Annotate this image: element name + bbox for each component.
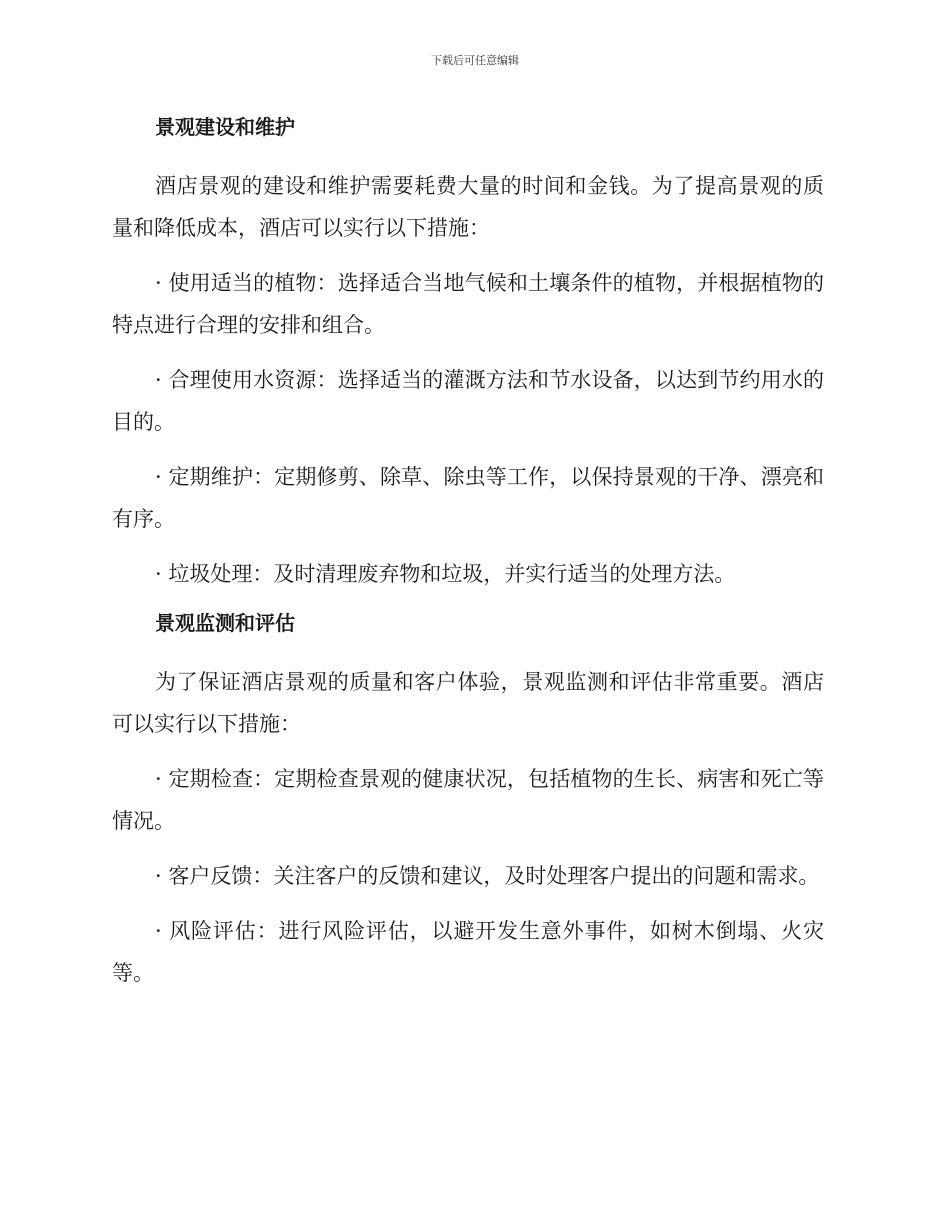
bullet-appropriate-plants: · 使用适当的植物：选择适合当地气候和土壤条件的植物，并根据植物的特点进行合理的安排和组合。 (112, 271, 824, 337)
page-header-note: 下载后可任意编辑 (431, 54, 519, 67)
section-heading-landscape-construction: 景观建设和维护 (155, 115, 295, 139)
bullet-water-resources: · 合理使用水资源：选择适当的灌溉方法和节水设备，以达到节约用水的目的。 (112, 368, 824, 434)
bullet-regular-inspection: · 定期检查：定期检查景观的健康状况，包括植物的生长、病害和死亡等情况。 (112, 767, 824, 833)
section-heading-landscape-monitoring: 景观监测和评估 (155, 611, 295, 635)
section1-intro-paragraph: 酒店景观的建设和维护需要耗费大量的时间和金钱。为了提高景观的质量和降低成本，酒店可以实行以下措施： (112, 174, 824, 240)
document-body (112, 110, 824, 994)
bullet-customer-feedback: · 客户反馈：关注客户的反馈和建议，及时处理客户提出的问题和需求。 (155, 864, 820, 888)
bullet-regular-maintenance: · 定期维护：定期修剪、除草、除虫等工作，以保持景观的干净、漂亮和有序。 (112, 465, 824, 531)
bullet-waste-handling: · 垃圾处理：及时清理废弃物和垃圾，并实行适当的处理方法。 (155, 562, 736, 586)
bullet-risk-assessment: · 风险评估：进行风险评估，以避开发生意外事件，如树木倒塌、火灾等。 (112, 919, 824, 985)
section2-intro-paragraph: 为了保证酒店景观的质量和客户体验，景观监测和评估非常重要。酒店可以实行以下措施： (112, 670, 824, 736)
